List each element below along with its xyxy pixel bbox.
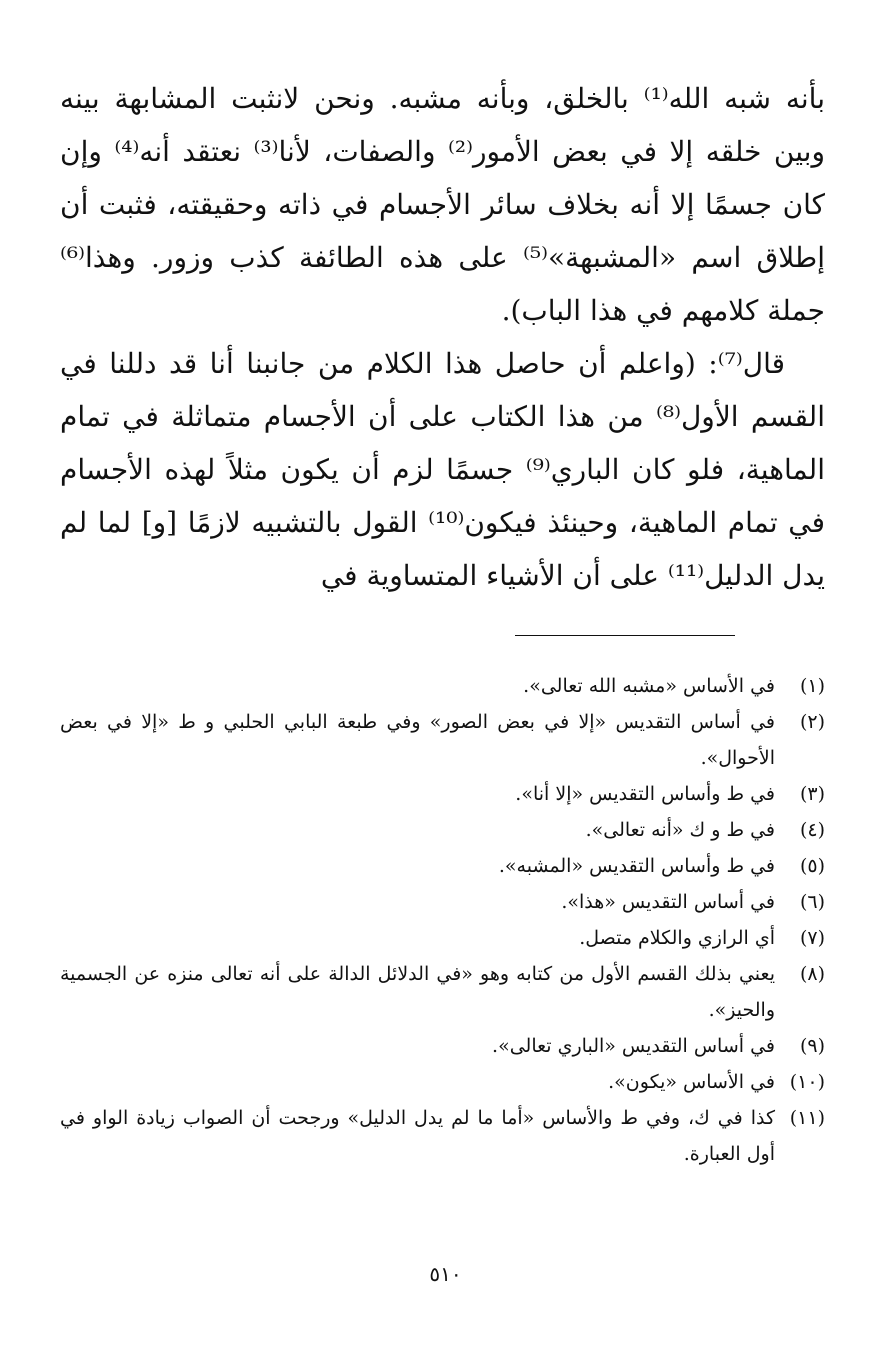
footnote-3 (60, 776, 825, 812)
footnote-number: (٩) (799, 1035, 825, 1057)
footnote-number: (٢) (799, 711, 825, 733)
footnote-text: في أساس التقديس «إلا في بعض الصور» وفي طبعة البابي الحلبي و ط «إلا في بعض الأحوال». (60, 711, 775, 769)
footnote-text: يعني بذلك القسم الأول من كتابه وهو «في الدلائل الدالة على أنه تعالى منزه عن الجسمية والحيز». (60, 963, 775, 1021)
footnote-number: (١١) (789, 1107, 825, 1129)
footnote-text: أي الرازي والكلام متصل. (579, 927, 775, 949)
footnote-number: (٥) (799, 855, 825, 877)
footnote-text: في ط وأساس التقديس «المشبه». (498, 855, 775, 877)
footnote-8 (60, 956, 825, 1028)
footnote-1 (60, 668, 825, 704)
main-paragraph-1: بأنه شبه الله⁽¹⁾ بالخلق، وبأنه مشبه. ونحن لانثبت المشابهة بينه وبين خلقه إلا في بعض الأمور⁽²⁾ والصفات، لأنا⁽³⁾ نعتقد أنه⁽⁴⁾ وإن كان جسمًا إلا أنه بخلاف سائر الأجسام في ذاته وحقيقته، فثبت أن إطلاق اسم «المشبهة»⁽⁵⁾ على هذه الطائفة كذب وزور. وهذا⁽⁶⁾ جملة كلامهم في هذا الباب). (60, 82, 826, 327)
footnote-5 (60, 848, 825, 884)
footnote-text: في الأساس «مشبه الله تعالى». (523, 675, 775, 697)
footnote-number: (٣) (799, 783, 825, 805)
footnote-number: (٨) (799, 963, 825, 985)
main-text-body (60, 72, 825, 602)
footnote-number: (٤) (799, 819, 825, 841)
footnote-6 (60, 884, 825, 920)
footnote-4 (60, 812, 825, 848)
main-paragraph-2: قال⁽⁷⁾: (واعلم أن حاصل هذا الكلام من جانبنا أنا قد دللنا في القسم الأول⁽⁸⁾ من هذا الكتاب على أن الأجسام متماثلة في تمام الماهية، فلو كان الباري⁽⁹⁾ جسمًا لزم أن يكون مثلاً لهذه الأجسام في تمام الماهية، وحينئذ فيكون⁽¹⁰⁾ القول بالتشبيه لازمًا [و] لما لم يدل الدليل⁽¹¹⁾ على أن الأشياء المتساوية في (60, 347, 826, 592)
footnote-number: (١) (799, 675, 825, 697)
footnote-11 (60, 1100, 825, 1172)
footnote-text: في ط و ك «أنه تعالى». (585, 819, 775, 841)
footnote-text: في أساس التقديس «هذا». (561, 891, 775, 913)
footnotes-section (60, 668, 825, 1172)
footnote-text: في الأساس «يكون». (608, 1071, 775, 1093)
footnote-divider (515, 635, 735, 636)
footnote-text: كذا في ك، وفي ط والأساس «أما ما لم يدل الدليل» ورجحت أن الصواب زيادة الواو في أول العبارة. (60, 1107, 775, 1165)
footnote-text: في أساس التقديس «الباري تعالى». (492, 1035, 775, 1057)
footnote-10 (60, 1064, 825, 1100)
page-number: ٥١٠ (429, 1262, 462, 1286)
footnote-text: في ط وأساس التقديس «إلا أنا». (515, 783, 775, 805)
footnote-number: (٧) (799, 927, 825, 949)
footnote-7 (60, 920, 825, 956)
footnote-number: (٦) (799, 891, 825, 913)
footnote-9 (60, 1028, 825, 1064)
footnote-number: (١٠) (789, 1071, 825, 1093)
footnote-2 (60, 704, 825, 776)
